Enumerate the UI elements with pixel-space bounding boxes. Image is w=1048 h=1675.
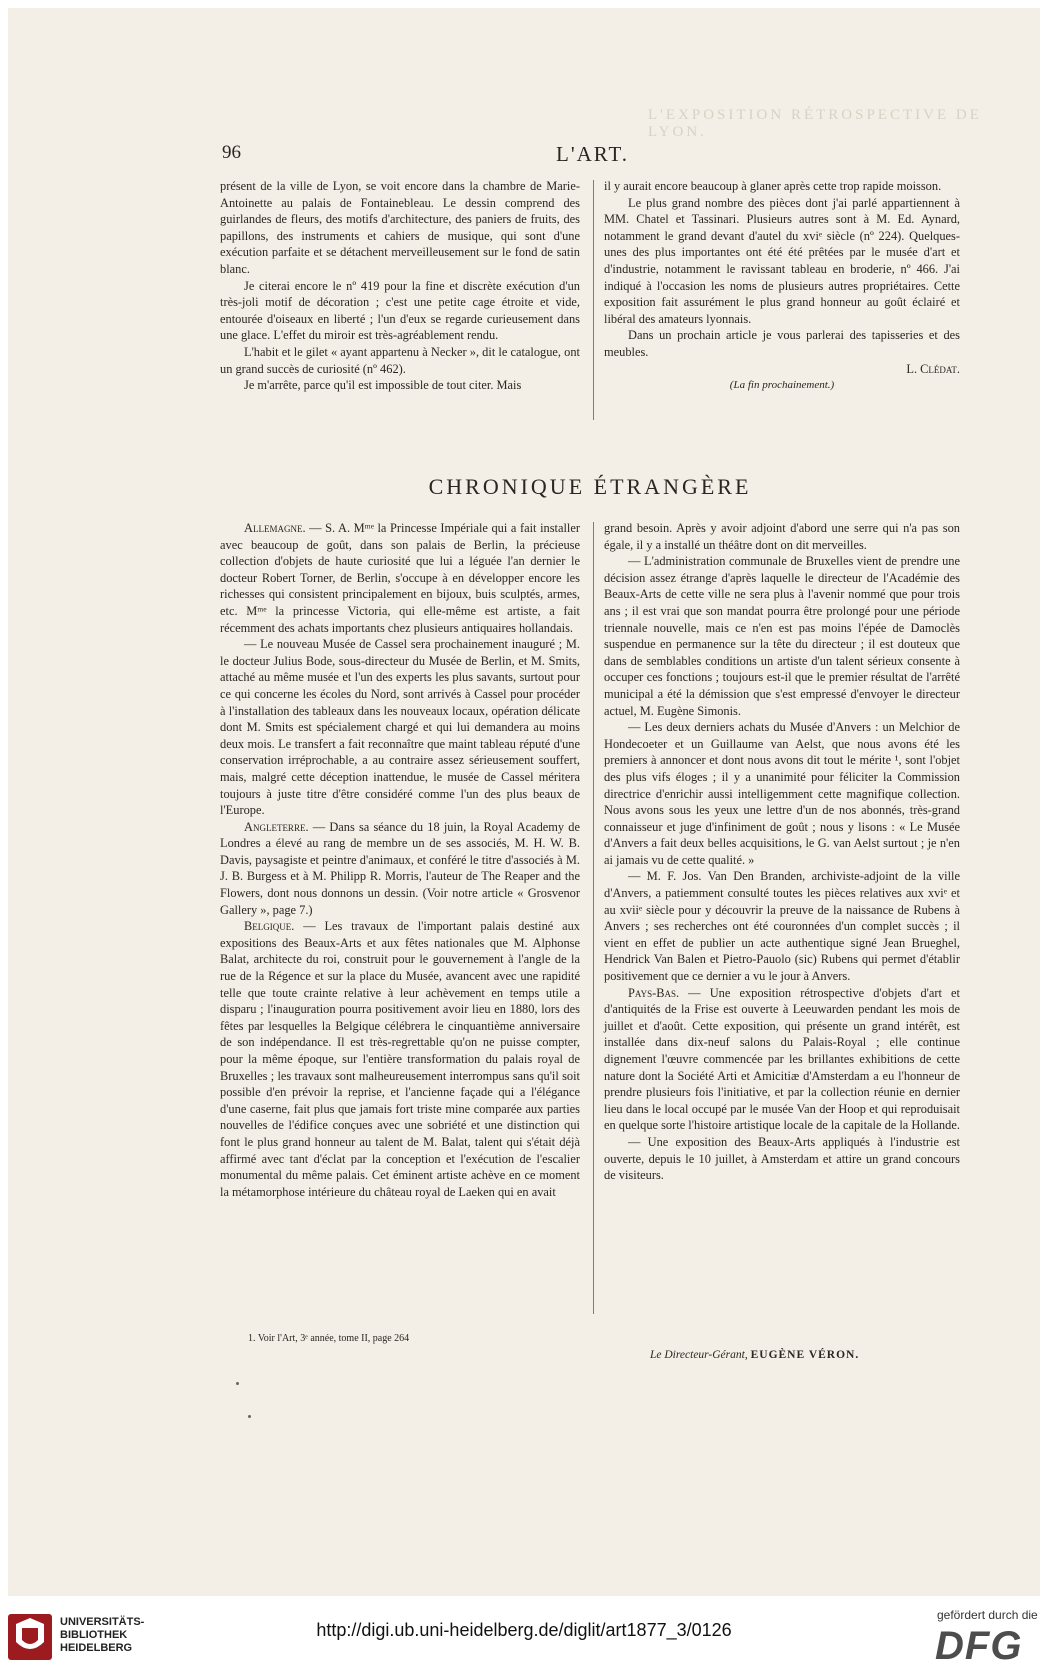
paragraph	[604, 1134, 960, 1184]
chronique-right-column	[604, 520, 960, 1184]
paragraph	[220, 520, 580, 636]
paragraph	[220, 819, 580, 919]
paragraph: Je citerai encore le nº 419 pour la fine et discrète exécution d'un très-joli motif de décoration ; c'est une petite cage étroite et vide, entourée d'oiseaux en liberté ; l'un d'eux se regarde curieusement dans une glace. L'effet du miroir est très-agréablement rendu.	[220, 278, 580, 343]
paragraph-text: — Une exposition des Beaux-Arts appliqués à l'industrie est ouverte, depuis le 10 juillet, à Amsterdam et attire un grand concours de visiteurs.	[604, 1134, 960, 1183]
continuation-note: (La fin prochainement.)	[729, 379, 835, 392]
ink-speck	[236, 1382, 239, 1385]
paragraph-text: grand besoin. Après y avoir adjoint d'abord une serre qui n'a pas son égale, il y a installé un théâtre dont on dit merveilles.	[604, 521, 960, 552]
permalink[interactable]: http://digi.ub.uni-heidelberg.de/diglit/art1877_3/0126	[316, 1620, 732, 1640]
paragraph	[220, 636, 580, 819]
section-title: CHRONIQUE ÉTRANGÈRE	[428, 474, 752, 499]
author-signature: L. Clédat.	[906, 361, 960, 376]
university-line: HEIDELBERG	[60, 1642, 133, 1654]
paragraph	[604, 868, 960, 984]
university-line: UNIVERSITÄTS-	[60, 1616, 145, 1628]
director-label: Le Directeur-Gérant,	[650, 1349, 748, 1361]
paragraph	[604, 985, 960, 1134]
running-title: L'ART.	[556, 142, 630, 166]
paragraph-text: — L'administration communale de Bruxelles vient de prendre une décision assez étrange d'après laquelle le directeur de l'Académie des Beaux-Arts de cette ville ne sera plus à l'avenir nommé que pour trois ans ; il est vrai que son mandat pourra être prolongé pour une période triennale nouvelle, mais ce n'en est pas moins l'épée de Damoclès suspendue en permanence sur la tête du directeur ; il est douteux que dans de semblables conditions un artiste d'un talent sérieux consente à occuper ces fonctions ; toujours est-il que le premier résultat de l'arrêté municipal a été la démission que s'est empressé d'envoyer le directeur actuel, M. Eugène Simonis.	[604, 554, 960, 718]
column-divider	[593, 180, 594, 420]
country-heading: Pays-Bas.	[628, 985, 680, 1000]
top-left-column	[220, 178, 580, 394]
dfg-logo[interactable]: DFG	[935, 1624, 1023, 1668]
paragraph-text: — Dans sa séance du 18 juin, la Royal Academy de Londres a élevé au rang de membre un de ses associés, M. H. W. B. Davis, paysagiste et peintre d'animaux, et conféré le titre d'associés à M. J. B. Burgess et à M. Philipp R. Morris, l'auteur de The Reaper and the Flowers, dont nous donnons un dessin. (Voir notre article « Grosvenor Gallery », page 7.)	[220, 819, 580, 917]
scanned-page	[8, 8, 1040, 1596]
page-number: 96	[222, 142, 241, 163]
paragraph	[604, 520, 960, 553]
paragraph-text: — Les deux derniers achats du Musée d'Anvers : un Melchior de Hondecoeter et un Guillaume van Aelst, que nous avons été les premiers à annoncer et dont nous avons dit tout le mérite ¹, sont l'objet des plus vifs éloges ; il y a unanimité pour féliciter la Commission directrice d'enrichir aussi intelligemment cette magnifique collection. Nous avons sous les yeux une lettre d'un de nos abonnés, très-grand connaisseur et juge d'infiniment de goût ; nous y lisons : « Le Musée d'Anvers a fait deux belles acquisitions, le G. van Aelst surtout ; je n'en ai jamais vu de cette qualité. »	[604, 720, 960, 867]
funding-label: gefördert durch die	[937, 1608, 1038, 1622]
show-through-text: L'EXPOSITION RÉTROSPECTIVE DE LYON.	[648, 107, 982, 140]
paragraph-text: — Les travaux de l'important palais destiné aux expositions des Beaux-Arts et aux fêtes nationales que M. Alphonse Balat, architecte du roi, construit pour le gouvernement à l'angle de la rue de la Régence et sur la place du Musée, avancent avec une rapidité telle que toute crainte relative à leur achèvement en temps utile a disparu ; l'inauguration pourra positivement avoir lieu en 1880, lors des fêtes par lesquelles la Belgique célébrera le cinquantième anniversaire de son indépendance. Il est très-regrettable qu'on ne puisse compter, pour la même époque, sur l'entière transformation du palais royal de Bruxelles ; les travaux sont malheureusement interrompus sans qu'il soit possible d'en prévoir la reprise, et l'ancienne façade qui a l'élégance d'une caserne, fait plus que jamais fort triste mine comparée aux parties nouvelles de l'édifice conçues avec une sobriété et une distinction qui font le plus grand honneur au talent de M. Balat, talent qui s'était déjà affirmé avec tant d'éclat par la conception et l'exécution de l'escalier monumental du même palais. Cet éminent artiste achève en ce moment la métamorphose intérieure du château royal de Laeken qui en avait	[220, 919, 580, 1199]
paragraph: il y aurait encore beaucoup à glaner après cette trop rapide moisson.	[604, 179, 942, 193]
paragraph: présent de la ville de Lyon, se voit encore dans la chambre de Marie-Antoinette au palais de Fontainebleau. Le dessin comprend des guirlandes de fleurs, des motifs d'architecture, des paniers de fruits, des papillons, des instruments et cahiers de musique, qui sont d'une exécution parfaite et se détachent merveilleusement sur le fond de satin blanc.	[220, 179, 580, 276]
paragraph-text: — M. F. Jos. Van Den Branden, archiviste-adjoint de la ville d'Anvers, a patiemment consulté toutes les pièces relatives aux xviᵉ et au xviiᵉ siècle pour y découvrir la preuve de la naissance de Rubens à Anvers ; ses recherches ont été couronnées d'un complet succès ; il vient en effet de publier un acte authentique signé Jean Brueghel, Hendrick Van Balen et Pietro-Pauolo (sic) Rubens qui permet d'établir positivement que ce dernier a vu le jour à Anvers.	[604, 869, 960, 984]
ink-speck	[248, 1415, 251, 1418]
paragraph: Dans un prochain article je vous parlerai des tapisseries et des meubles.	[604, 328, 960, 359]
chronique-left-column	[220, 520, 580, 1200]
top-right-column	[604, 178, 960, 394]
paragraph-text: — Le nouveau Musée de Cassel sera prochainement inauguré ; M. le docteur Julius Bode, sous-directeur du Musée de Berlin, et M. Smits, attaché au même musée et l'un des experts les plus savants, surtout pour ce qui concerne les écoles du Nord, sont arrivés à Cassel pour procéder à l'installation des tableaux dans les nouveaux locaux, opération délicate dont M. Smits est spécialement chargé et qui lui demandera au moins deux mois. Le transfert a fait reconnaître que maint tableau réputé d'une conservation irréprochable, a au contraire assez sérieusement souffert, mais, malgré cette déception inattendue, le musée de Cassel méritera toujours à juste titre d'être considéré comme l'un des plus beaux de l'Europe.	[220, 637, 580, 818]
paragraph	[604, 719, 960, 868]
footnote: 1. Voir l'Art, 3ᵉ année, tome II, page 264	[248, 1333, 410, 1344]
column-divider	[593, 522, 594, 1314]
paragraph-text: — Une exposition rétrospective d'objets d'art et d'antiquités de la Frise est ouverte à Leeuwarden pendant les mois de juillet et d'août. Cette exposition, qui présente un grand intérêt, est installée dans dix-neuf salons du Palais-Royal ; elle continue dignement l'œuvre commencée par les brillantes exhibitions de cette nature dont la Société Arti et Amicitiæ d'Amsterdam a eu l'honneur de prendre plusieurs fois l'initiative, et par la collection réunie en dernier lieu dans le local occupé par le musée Van der Hoop et qui reproduisait en quelque sorte l'histoire artistique locale de la capitale de la Hollande.	[604, 985, 960, 1133]
paragraph	[220, 918, 580, 1200]
paragraph: Je m'arrête, parce qu'il est impossible de tout citer. Mais	[244, 378, 522, 393]
country-heading: Allemagne.	[244, 521, 306, 535]
director-name: EUGÈNE VÉRON.	[750, 1349, 860, 1361]
publisher-signature	[650, 1349, 859, 1361]
country-heading: Belgique.	[244, 919, 295, 934]
paragraph: L'habit et le gilet « ayant appartenu à Necker », dit le catalogue, ont un grand succès de curiosité (nº 462).	[220, 344, 580, 376]
viewer-footer	[0, 1596, 1048, 1675]
university-line: BIBLIOTHEK	[60, 1629, 128, 1641]
paragraph: Le plus grand nombre des pièces dont j'ai parlé appartiennent à MM. Chatel et Tassinari. Plusieurs autres sont à M. Ed. Aynard, notamment le grand devant d'autel du xviᵉ siècle (nº 224). Quelques-unes des plus importantes ont été été prêtées par le musée d'art et d'industrie, notamment le ravissant tableau en broderie, nº 466. J'ai indiqué à l'occasion les noms de plusieurs autres propriétaires. Cette exposition fait assurément le plus grand honneur au goût éclairé et libéral des amateurs lyonnais.	[604, 195, 960, 326]
country-heading: Angleterre.	[244, 819, 309, 834]
paragraph-text: — S. A. Mᵐᵉ la Princesse Impériale qui a fait installer avec beaucoup de goût, dans son palais de Berlin, la précieuse collection d'objets de haute curiosité que lui a léguée l'an dernier le docteur Robert Torner, de Berlin, s'occupe à en développer encore les richesses qui consistent principalement en bijoux, buis sculptés, armes, etc. Mᵐᵉ la princesse Victoria, qui elle-même est artiste, a fait récemment des achats importants chez plusieurs antiquaires hollandais.	[220, 521, 580, 635]
paragraph	[604, 553, 960, 719]
